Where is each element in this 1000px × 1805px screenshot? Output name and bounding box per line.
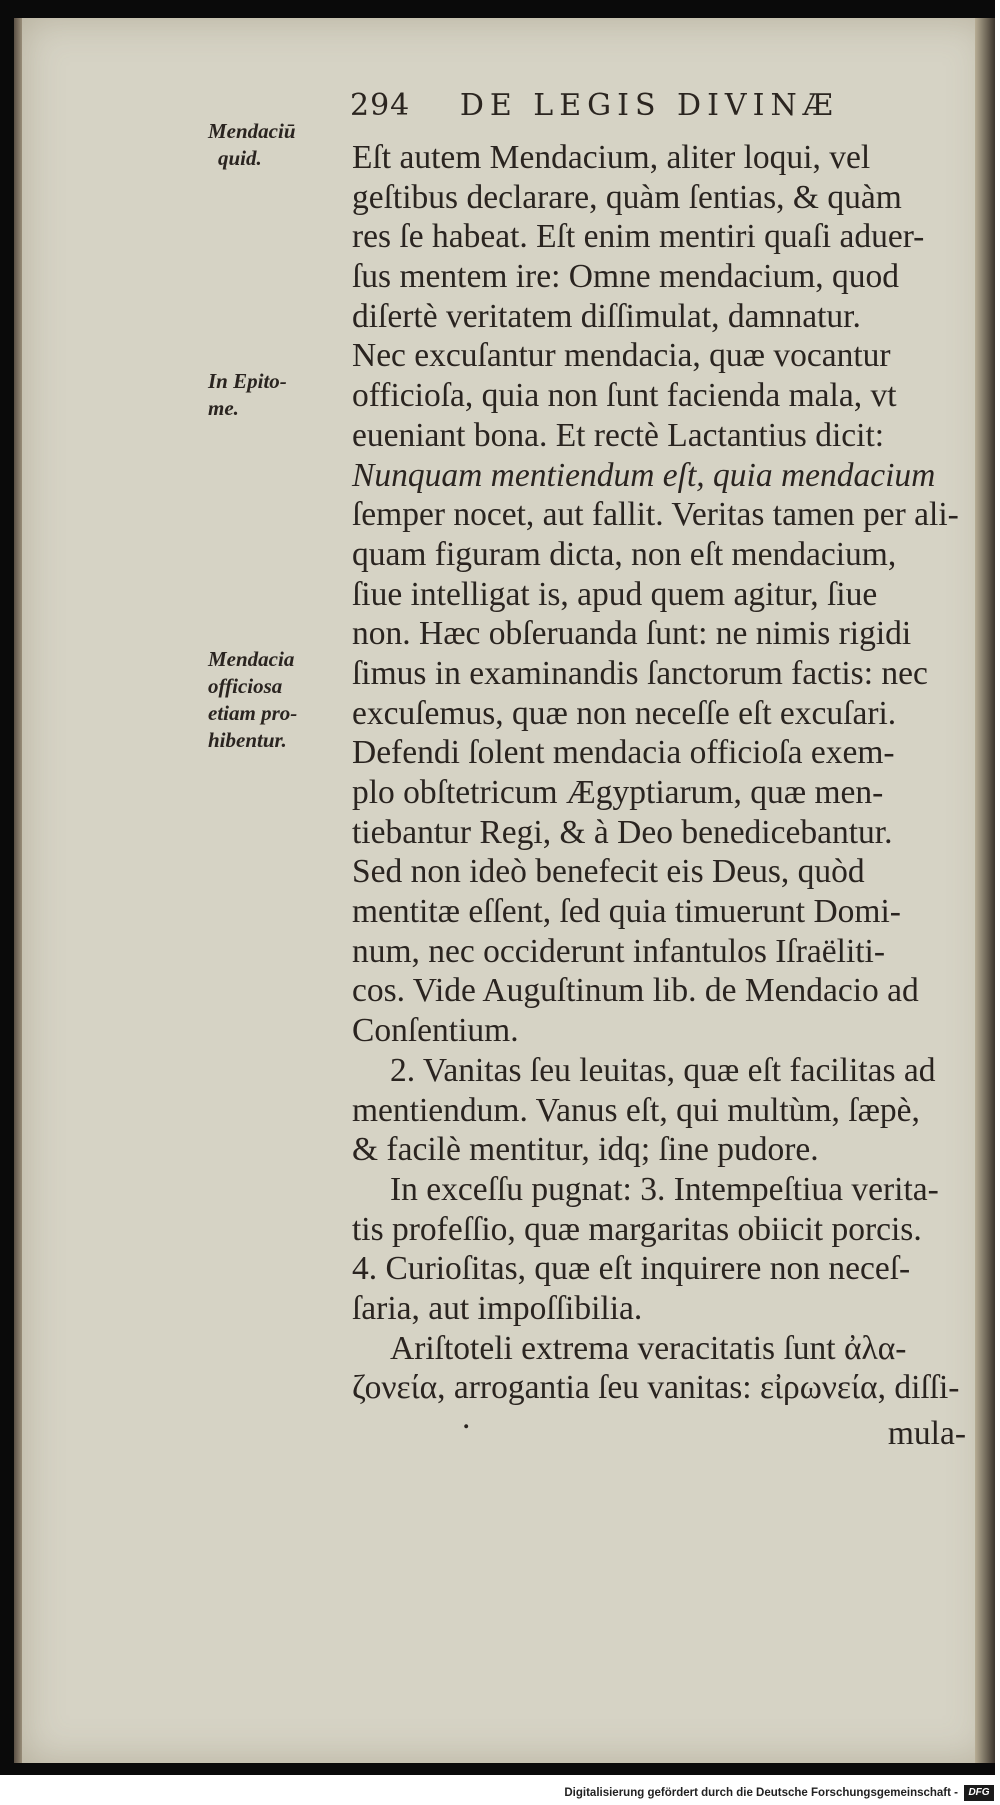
body-line: excuſemus, quæ non neceſſe eſt excuſari.: [352, 694, 897, 732]
body-line: mentiendum. Vanus eſt, qui multùm, ſæpè,: [352, 1091, 920, 1129]
body-line: Eſt autem Mendacium, aliter loqui, vel: [352, 139, 871, 176]
margin-note-mendacia-officiosa: [208, 646, 348, 754]
body-line: num, nec occiderunt infantulos Iſraëliti-: [352, 932, 886, 970]
body-line: plo obſtetricum Ægyptiarum, quæ men-: [352, 774, 884, 811]
body-line: .: [462, 1399, 473, 1436]
body-line: ſaria, aut impoſſibilia.: [352, 1289, 643, 1327]
margin-note-line: etiam pro-: [208, 701, 298, 725]
body-line: Sed non ideò benefecit eis Deus, quòd: [352, 853, 865, 891]
body-line: Nunquam mentiendum eſt, quia mendacium: [352, 456, 936, 494]
margin-note-line: quid.: [218, 146, 262, 170]
running-head: [350, 88, 950, 123]
margin-note-in-epitome: [208, 368, 348, 422]
body-line: In exceſſu pugnat: 3. Intempeſtiua verita-: [390, 1170, 939, 1208]
margin-note-line: Mendaciū: [208, 119, 296, 143]
body-line: res ſe habeat. Eſt enim mentiri quaſi aduer-: [352, 218, 925, 256]
body-line: ſiue intelligat is, apud quem agitur, ſiue: [352, 575, 878, 613]
body-line: & facilè mentitur, idq; ſine pudore.: [352, 1131, 819, 1169]
body-line: Ariſtoteli extrema veracitatis ſunt ἀλα-: [390, 1329, 907, 1367]
body-line: ſimus in examinandis ſanctorum factis: nec: [352, 654, 928, 692]
body-line: ſemper nocet, aut fallit. Veritas tamen per ali-: [352, 496, 959, 534]
margin-note-line: In Epito-: [208, 369, 287, 393]
running-title: DE LEGIS DIVINÆ: [459, 88, 839, 123]
body-line: Conſentium.: [352, 1012, 519, 1050]
body-line: Nec excuſantur mendacia, quæ vocantur: [352, 337, 891, 375]
body-line: 2. Vanitas ſeu leuitas, quæ eſt facilitas ad: [390, 1051, 936, 1089]
body-line: ſus mentem ire: Omne mendacium, quod: [352, 258, 900, 296]
body-line: eueniant bona. Et rectè Lactantius dicit:: [352, 416, 885, 454]
body-line: tiebantur Regi, & à Deo benedicebantur.: [352, 813, 893, 851]
body-line: diſertè veritatem diſſimulat, damnatur.: [352, 297, 861, 335]
footer-credit-bar: [0, 1783, 1000, 1805]
body-line: tis profeſſio, quæ margaritas obiicit porcis.: [352, 1210, 922, 1248]
page-edge-right: [975, 18, 995, 1763]
margin-note-line: Mendacia: [208, 647, 295, 671]
body-line: geſtibus declarare, quàm ſentias, & quàm: [352, 178, 902, 216]
body-line: ζονεία, arrogantia ſeu vanitas: εἰρωνεία, diſſi-: [352, 1369, 960, 1407]
footer-credit: Digitalisierung gefördert durch die Deutsche Forschungsgemeinschaft -: [564, 1787, 958, 1799]
body-line: non. Hæc obſeruanda ſunt: ne nimis rigidi: [352, 615, 912, 653]
body-line: cos. Vide Auguſtinum lib. de Mendacio ad: [352, 972, 919, 1010]
main-text-block: [352, 138, 972, 1454]
body-line: Defendi ſolent mendacia officioſa exem-: [352, 734, 895, 772]
margin-note-mendacium-quid: [208, 118, 348, 172]
body-line: mentitæ eſſent, ſed quia timuerunt Domi-: [352, 893, 901, 931]
body-line: 4. Curioſitas, quæ eſt inquirere non neceſ-: [352, 1250, 911, 1288]
margin-note-line: me.: [208, 396, 239, 420]
body-line: officioſa, quia non ſunt facienda mala, vt: [352, 377, 897, 415]
catchword: mula-: [887, 1415, 966, 1452]
page-number: 294: [350, 88, 411, 123]
dfg-logo-icon: DFG: [964, 1785, 994, 1801]
body-line: quam figuram dicta, non eſt mendacium,: [352, 535, 897, 573]
margin-note-line: officiosa: [208, 674, 283, 698]
margin-note-line: hibentur.: [208, 728, 287, 752]
